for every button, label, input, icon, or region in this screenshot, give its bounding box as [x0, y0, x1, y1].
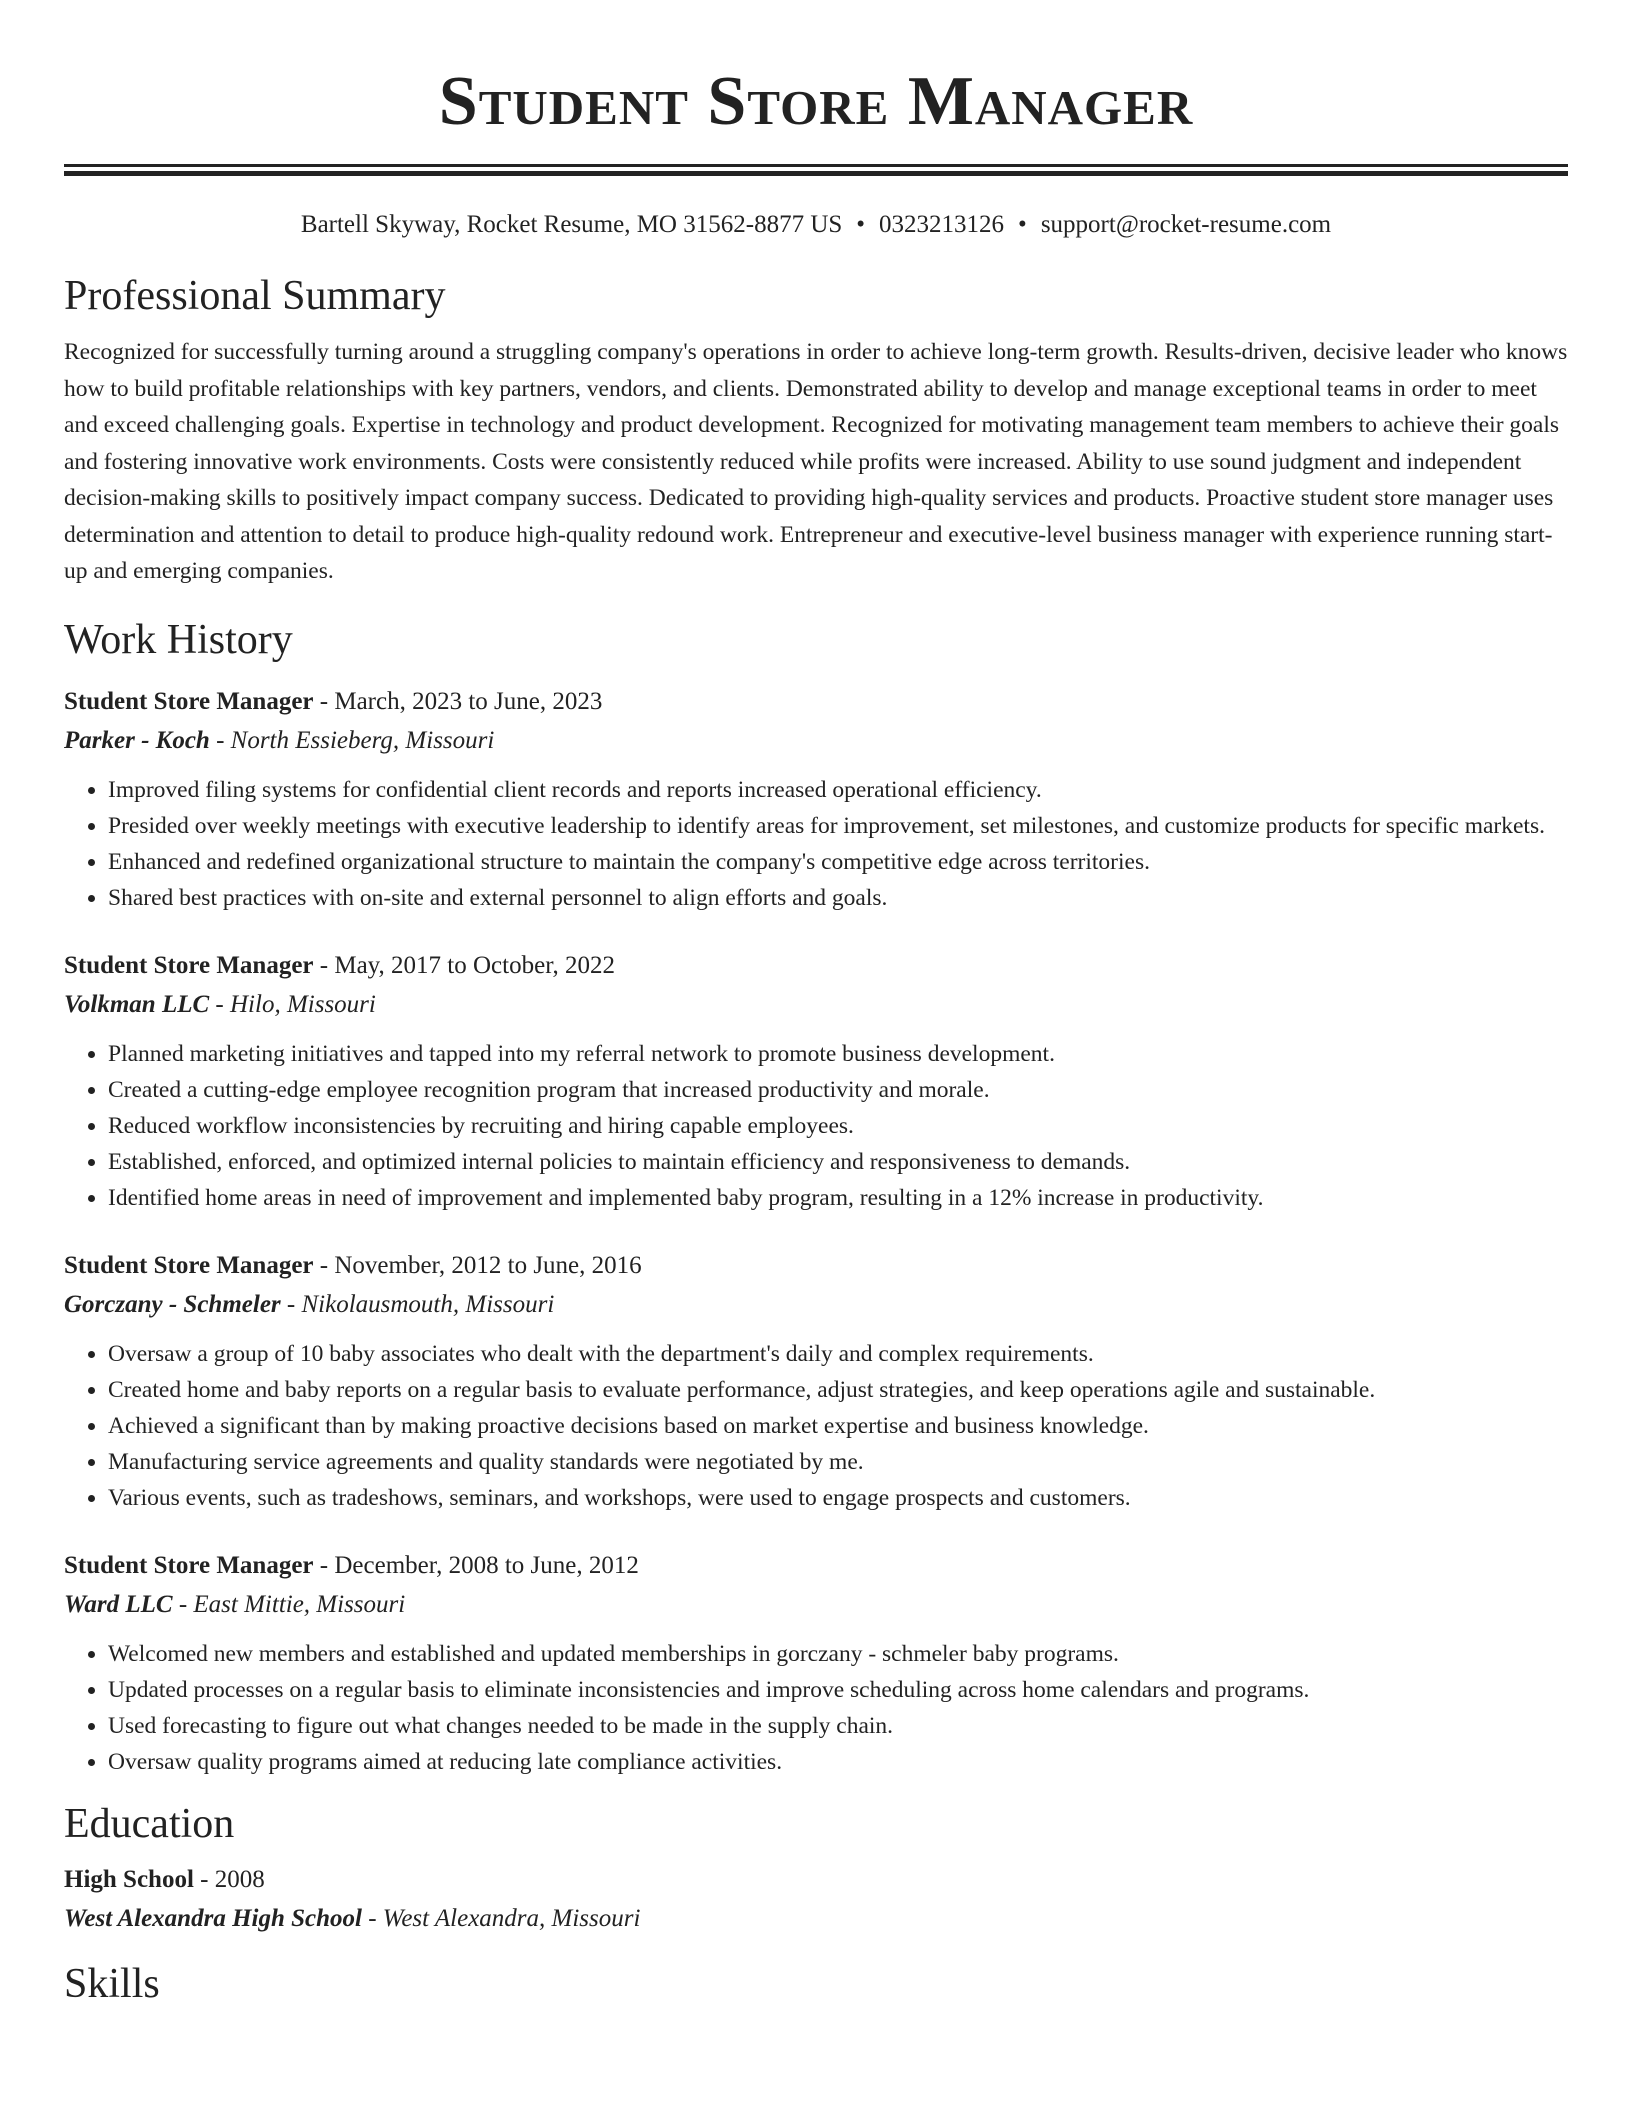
contact-phone: 0323213126: [879, 211, 1005, 238]
job-dates: - March, 2023 to June, 2023: [313, 687, 603, 715]
contact-line: [64, 208, 1568, 242]
job-bullet: • Identified home areas in need of improvement and implemented baby program, resulting in a 12% increase in productivity.: [108, 1180, 1568, 1216]
job-role: Student Store Manager: [64, 1251, 314, 1279]
job-bullet: • Achieved a significant than by making proactive decisions based on market expertise and business knowledge.: [108, 1408, 1568, 1444]
company-name: Parker - Koch: [64, 726, 210, 754]
job-bullet: • Reduced workflow inconsistencies by recruiting and hiring capable employees.: [108, 1108, 1568, 1144]
section-title-skills: Skills: [64, 1960, 160, 2007]
job-bullet: • Manufacturing service agreements and quality standards were negotiated by me.: [108, 1444, 1568, 1480]
job-bullets: [64, 1636, 1568, 1780]
contact-email: support@rocket-resume.com: [1040, 211, 1332, 238]
job-dates: - November, 2012 to June, 2016: [313, 1251, 642, 1279]
company-location: - North Essieberg, Missouri: [209, 726, 495, 754]
job-bullet: • Enhanced and redefined organizational structure to maintain the company's competitive edge across territories.: [108, 844, 1568, 880]
job-bullet: • Used forecasting to figure out what changes needed to be made in the supply chain.: [108, 1708, 1568, 1744]
company-location: - East Mittie, Missouri: [172, 1590, 406, 1618]
job-bullet: • Planned marketing initiatives and tapped into my referral network to promote business development.: [108, 1036, 1568, 1072]
job-role: Student Store Manager: [64, 1551, 314, 1579]
education-location: - West Alexandra, Missouri: [361, 1904, 641, 1932]
company-line: [64, 721, 1568, 760]
company-line: [64, 985, 1568, 1024]
job-dates: - May, 2017 to October, 2022: [313, 951, 616, 979]
job-bullet: • Improved filing systems for confidential client records and reports increased operational efficiency.: [108, 772, 1568, 808]
contact-separator: •: [856, 211, 866, 238]
job-entry: [64, 1246, 1568, 1516]
job-role: Student Store Manager: [64, 951, 314, 979]
section-title-summary: Professional Summary: [64, 273, 446, 319]
job-bullet: • Created home and baby reports on a regular basis to evaluate performance, adjust strategies, and keep operations agile and sustainable.: [108, 1372, 1568, 1408]
contact-address: Bartell Skyway, Rocket Resume, MO 31562-8877 US: [300, 211, 843, 238]
job-bullet: • Various events, such as tradeshows, seminars, and workshops, were used to engage prospects and customers.: [108, 1480, 1568, 1516]
job-bullet: • Updated processes on a regular basis to eliminate inconsistencies and improve scheduling across home calendars and programs.: [108, 1672, 1568, 1708]
company-line: [64, 1585, 1568, 1624]
job-bullets: [64, 1336, 1568, 1516]
job-title-line: [64, 1546, 1568, 1585]
summary-paragraph: Recognized for successfully turning around a struggling company's operations in order to achieve long-term growth. Results-driven, decisive leader who knows how to build profitable relationships with key partners, vendors, and clients. Demonstrated ability to develop and manage exceptional teams in order to meet and exceed challenging goals. Expertise in technology and product development. Recognized for motivating management team members to achieve their goals and fostering innovative work environments. Costs were consistently reduced while profits were increased. Ability to use sound judgment and independent decision-making skills to positively impact company success. Dedicated to providing high-quality services and products. Proactive student store manager uses determination and attention to detail to produce high-quality redound work. Entrepreneur and executive-level business manager with experience running start-up and emerging companies.: [64, 339, 1568, 584]
contact-separator: •: [1018, 211, 1027, 238]
title-divider: [64, 164, 1568, 176]
job-title-line: [64, 682, 1568, 721]
company-location: - Hilo, Missouri: [209, 990, 376, 1018]
section-title-work-history: Work History: [64, 616, 293, 663]
job-bullets: [64, 1036, 1568, 1216]
job-role: Student Store Manager: [64, 687, 314, 715]
job-title-line: [64, 1246, 1568, 1285]
job-bullet: • Presided over weekly meetings with executive leadership to identify areas for improvement, set milestones, and customize products for specific markets.: [108, 808, 1568, 844]
education-school: West Alexandra High School: [64, 1904, 362, 1932]
education-entry: [64, 1860, 1568, 1938]
job-bullet: • Oversaw a group of 10 baby associates who dealt with the department's daily and complex requirements.: [108, 1336, 1568, 1372]
section-title-education: Education: [64, 1800, 235, 1847]
education-degree-line: [64, 1860, 1568, 1899]
job-bullet: • Oversaw quality programs aimed at reducing late compliance activities.: [108, 1744, 1568, 1780]
job-title-line: [64, 946, 1568, 985]
resume-name-title: Student Store Manager: [438, 63, 1194, 140]
job-bullet: • Welcomed new members and established and updated memberships in gorczany - schmeler baby programs.: [108, 1636, 1568, 1672]
job-entry: [64, 946, 1568, 1216]
company-location: - Nikolausmouth, Missouri: [280, 1290, 555, 1318]
education-degree: High School: [64, 1865, 194, 1893]
company-name: Volkman LLC: [64, 990, 210, 1018]
company-line: [64, 1285, 1568, 1324]
company-name: Ward LLC: [64, 1590, 173, 1618]
job-bullets: [64, 772, 1568, 916]
job-entry: [64, 1546, 1568, 1780]
job-bullet: • Created a cutting-edge employee recognition program that increased productivity and morale.: [108, 1072, 1568, 1108]
education-school-line: [64, 1899, 1568, 1938]
resume-page: [64, 0, 1568, 2010]
job-entry: [64, 682, 1568, 916]
job-bullet: • Shared best practices with on-site and external personnel to align efforts and goals.: [108, 880, 1568, 916]
education-year: - 2008: [193, 1865, 265, 1893]
job-bullet: • Established, enforced, and optimized internal policies to maintain efficiency and responsiveness to demands.: [108, 1144, 1568, 1180]
company-name: Gorczany - Schmeler: [64, 1290, 281, 1318]
job-dates: - December, 2008 to June, 2012: [313, 1551, 639, 1579]
